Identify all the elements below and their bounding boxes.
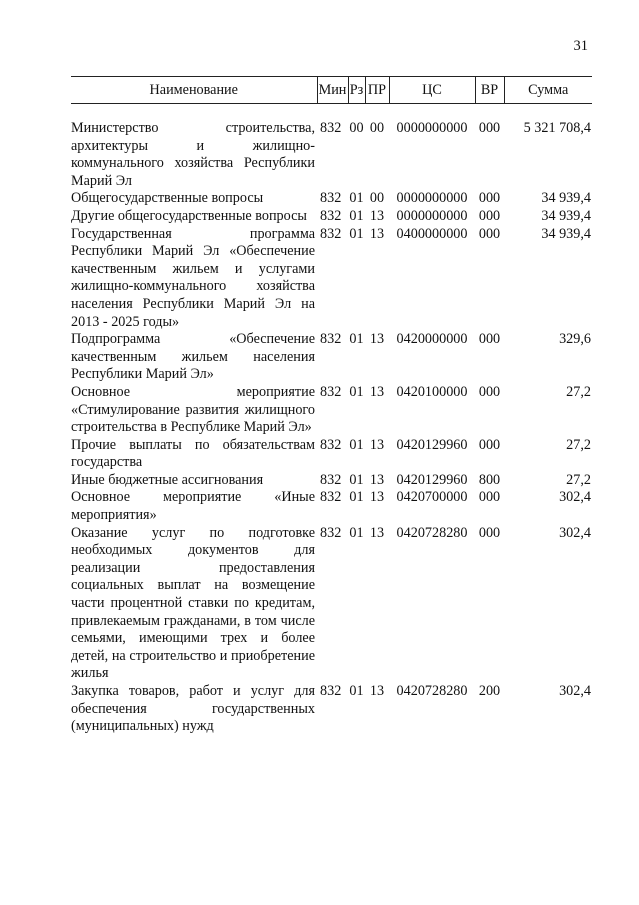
row-min: 832	[320, 436, 342, 453]
row-vr: 000	[478, 383, 501, 400]
table-row	[71, 384, 592, 437]
row-pr: 00	[369, 120, 385, 136]
row-rz: 01	[349, 489, 364, 506]
row-sum: 34 939,4	[541, 225, 591, 242]
row-sum: 302,4	[559, 489, 591, 506]
row-vr: 000	[478, 524, 501, 541]
header-spacer	[71, 104, 592, 121]
row-rz: 01	[349, 436, 364, 453]
row-vr: 200	[478, 683, 501, 699]
row-cs: 0420728280	[396, 524, 468, 541]
header-rz: Рз	[348, 77, 365, 104]
row-sum: 329,6	[559, 331, 591, 348]
row-vr: 000	[478, 225, 501, 242]
row-vr: 000	[478, 436, 501, 453]
page-number: 31	[573, 38, 588, 54]
row-min: 832	[320, 683, 342, 699]
table-row	[71, 190, 592, 208]
row-name: Министерство строительства, архитектуры и жилищно-коммунального хозяйства Республики Марий Эл	[71, 120, 315, 189]
row-sum: 302,4	[559, 524, 591, 541]
row-name: Общегосударственные вопросы	[71, 190, 264, 207]
table-row	[71, 683, 592, 736]
row-rz: 01	[349, 331, 364, 348]
row-vr: 000	[478, 120, 501, 136]
row-vr: 800	[478, 471, 501, 488]
row-cs: 0000000000	[396, 190, 468, 207]
row-pr: 00	[369, 190, 385, 207]
row-rz: 01	[349, 207, 364, 224]
row-pr: 13	[369, 383, 385, 400]
row-pr: 13	[369, 207, 385, 224]
row-pr: 13	[369, 471, 385, 488]
row-vr: 000	[478, 331, 501, 348]
row-rz: 01	[349, 683, 364, 699]
row-vr: 000	[478, 190, 501, 207]
row-rz: 01	[349, 225, 364, 242]
table-row	[71, 331, 592, 384]
header-cs: ЦС	[389, 77, 475, 104]
row-name: Прочие выплаты по обязательствам государства	[71, 436, 315, 471]
row-name: Основное мероприятие «Иные мероприятия»	[71, 489, 315, 524]
row-sum: 27,2	[566, 471, 591, 488]
table-row	[71, 472, 592, 490]
header-vr: ВР	[475, 77, 504, 104]
row-pr: 13	[369, 524, 385, 541]
header-pr: ПР	[365, 77, 389, 104]
row-pr: 13	[369, 489, 385, 506]
table-row	[71, 120, 592, 190]
row-min: 832	[320, 489, 342, 506]
row-rz: 01	[349, 190, 364, 207]
row-cs: 0400000000	[396, 225, 468, 242]
row-sum: 34 939,4	[541, 207, 591, 224]
row-sum: 34 939,4	[541, 190, 591, 207]
table-row	[71, 226, 592, 332]
row-sum: 5 321 708,4	[523, 120, 591, 136]
row-pr: 13	[369, 683, 385, 699]
row-sum: 27,2	[566, 383, 591, 400]
row-vr: 000	[478, 489, 501, 506]
row-cs: 0000000000	[396, 120, 468, 136]
row-min: 832	[320, 471, 342, 488]
row-min: 832	[320, 331, 342, 348]
row-cs: 0420100000	[396, 383, 468, 400]
row-name: Закупка товаров, работ и услуг для обеспечения государственных (муниципальных) нужд	[71, 683, 315, 735]
row-sum: 302,4	[559, 683, 591, 699]
row-cs: 0000000000	[396, 207, 468, 224]
table-row	[71, 437, 592, 472]
row-name: Подпрограмма «Обеспечение качественным жильем населения Республики Марий Эл»	[71, 331, 315, 383]
row-rz: 01	[349, 471, 364, 488]
row-pr: 13	[369, 436, 385, 453]
table-header-row	[71, 77, 592, 104]
row-min: 832	[320, 383, 342, 400]
row-cs: 0420700000	[396, 489, 468, 506]
row-rz: 00	[349, 120, 364, 136]
row-name: Оказание услуг по подготовке необходимых документов для реализации предоставления социальных выплат на возмещение части процентной ставки по кредитам, привлекаемым гражданами, в том числе семьями, имеющими трех и более детей, на строительство и приобретение жилья	[71, 524, 315, 682]
row-min: 832	[320, 207, 342, 224]
budget-table	[71, 76, 592, 736]
row-vr: 000	[478, 207, 501, 224]
table-row	[71, 489, 592, 524]
header-name: Наименование	[71, 77, 317, 104]
row-pr: 13	[369, 225, 385, 242]
row-min: 832	[320, 524, 342, 541]
row-name: Государственная программа Республики Марий Эл «Обеспечение качественным жильем и услугами жилищно-коммунального хозяйства населения Республики Марий Эл на 2013 - 2025 годы»	[71, 225, 315, 330]
table-row	[71, 208, 592, 226]
row-min: 832	[320, 120, 342, 136]
row-cs: 0420129960	[396, 436, 468, 453]
row-pr: 13	[369, 331, 385, 348]
row-sum: 27,2	[566, 436, 591, 453]
row-rz: 01	[349, 524, 364, 541]
table-row	[71, 525, 592, 683]
row-cs: 0420129960	[396, 471, 468, 488]
row-min: 832	[320, 225, 342, 242]
header-sum: Сумма	[504, 77, 592, 104]
row-cs: 0420000000	[396, 331, 468, 348]
row-name: Иные бюджетные ассигнования	[71, 471, 264, 488]
header-min: Мин	[317, 77, 348, 104]
row-rz: 01	[349, 383, 364, 400]
row-cs: 0420728280	[396, 683, 468, 699]
row-name: Основное мероприятие «Стимулирование развития жилищного строительства в Республике Марий Эл»	[71, 383, 315, 436]
row-min: 832	[320, 190, 342, 207]
row-name: Другие общегосударственные вопросы	[71, 207, 307, 224]
